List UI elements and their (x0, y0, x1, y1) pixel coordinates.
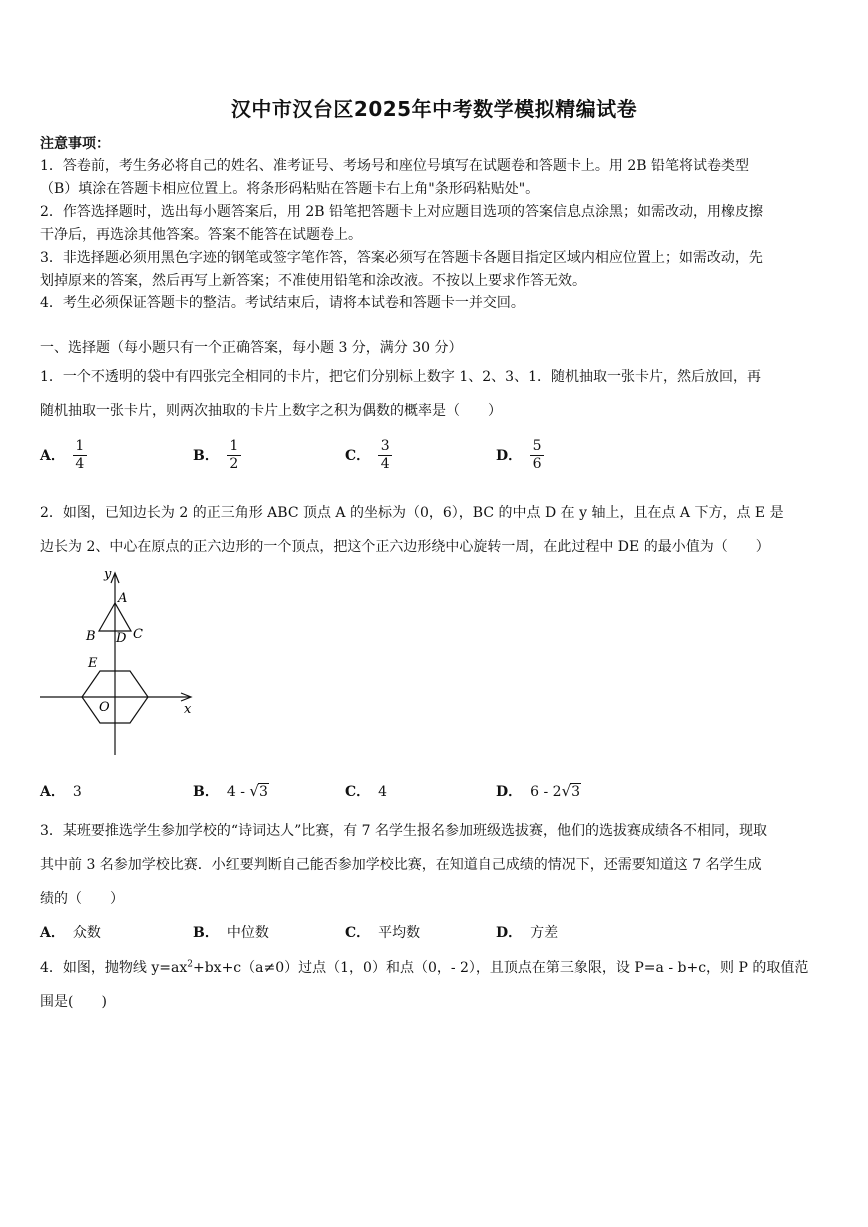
denominator: 4 (380, 456, 390, 472)
q3-option-c[interactable] (345, 922, 420, 942)
radical-sign: √ (249, 782, 259, 800)
option-value: 4 (378, 784, 388, 800)
label-y: y (104, 567, 112, 582)
option-value: 3 (72, 784, 82, 800)
q2-figure (38, 565, 198, 760)
section-heading: 一、选择题（每小题只有一个正确答案，每小题 3 分，满分 30 分） (40, 340, 463, 356)
radical-sign: √ (561, 782, 572, 800)
denominator: 2 (229, 456, 239, 472)
option-label: C． (345, 784, 371, 800)
notice-line: 1．答卷前，考生务必将自己的姓名、准考证号、考场号和座位号填写在试题卷和答题卡上。用 2B 铅笔将试卷类型 (40, 158, 749, 174)
option-label: B． (193, 925, 219, 941)
fraction (227, 438, 241, 473)
q3-option-a[interactable] (40, 922, 101, 942)
q2-option-b[interactable] (193, 781, 269, 801)
question-4-text: 围是( ) (40, 994, 107, 1010)
option-text: 中位数 (226, 925, 269, 941)
question-3-text: 3．某班要推选学生参加学校的“诗词达人”比赛，有 7 名学生报名参加班级选拔赛，他们的选拔赛成绩各不相同，现取 (40, 823, 768, 839)
notice-line: 干净后，再选涂其他答案。答案不能答在试题卷上。 (40, 227, 362, 243)
q1-option-d[interactable] (496, 438, 544, 473)
numerator: 5 (532, 438, 542, 454)
label-d: D (116, 631, 127, 646)
notice-line: 3．非选择题必须用黑色字迹的钢笔或签字笔作答，答案必须写在答题卡各题目指定区域内相应位置上；如需改动，先 (40, 250, 763, 266)
question-2-text: 2．如图，已知边长为 2 的正三角形 ABC 顶点 A 的坐标为（0，6），BC 的中点 D 在 y 轴上，且在点 A 下方，点 E 是 (40, 505, 784, 521)
q4-text-part: +bx+c（a≠0）过点（1，0）和点（0，- 2），且顶点在第三象限，设 P=a - b+c，则 P 的取值范 (192, 960, 809, 976)
q4-text-part: 4．如图，抛物线 y=ax (40, 960, 188, 976)
option-label: D． (496, 784, 523, 800)
option-label: A． (40, 447, 65, 464)
label-c: C (133, 627, 143, 642)
page-title: 汉中市汉台区2025年中考数学模拟精编试卷 (230, 97, 638, 121)
q1-option-b[interactable] (193, 438, 241, 473)
notice-line: （B）填涂在答题卡相应位置上。将条形码粘贴在答题卡右上角"条形码粘贴处"。 (40, 181, 540, 197)
q3-option-b[interactable] (193, 922, 269, 942)
denominator: 6 (532, 456, 542, 472)
radicand: 3 (571, 784, 581, 800)
q2-option-a[interactable] (40, 781, 82, 801)
notice-heading: 注意事项： (40, 136, 110, 152)
option-text: 众数 (72, 925, 101, 941)
option-label: B． (193, 784, 219, 800)
label-b: B (86, 629, 96, 644)
notice-line: 4．考生必须保证答题卡的整洁。考试结束后，请将本试卷和答题卡一并交回。 (40, 295, 525, 311)
option-label: C． (345, 925, 371, 941)
q4-superscript: 2 (187, 959, 193, 970)
notice-line: 2．作答选择题时，选出每小题答案后，用 2B 铅笔把答题卡上对应题目选项的答案信息点涂黑；如需改动，用橡皮擦 (40, 204, 763, 220)
option-value: 6 - 2 (530, 784, 562, 800)
notice-line: 划掉原来的答案，然后再写上新答案；不准使用铅笔和涂改液。不按以上要求作答无效。 (40, 273, 586, 289)
option-label: A． (40, 925, 65, 941)
question-1-text: 随机抽取一张卡片，则两次抽取的卡片上数字之积为偶数的概率是（ ） (40, 403, 502, 419)
q1-option-a[interactable] (40, 438, 87, 473)
radicand: 3 (258, 784, 268, 800)
question-3-text: 其中前 3 名参加学校比赛．小红要判断自己能否参加学校比赛，在知道自己成绩的情况下，还需要知道这 7 名学生成 (40, 857, 762, 873)
fraction (73, 438, 87, 473)
q1-option-c[interactable] (345, 438, 392, 473)
q2-option-d[interactable] (496, 781, 581, 801)
numerator: 1 (75, 438, 85, 454)
numerator: 1 (229, 438, 239, 454)
option-label: C． (345, 447, 371, 464)
question-1-text: 1．一个不透明的袋中有四张完全相同的卡片，把它们分别标上数字 1、2、3、1．随机抽取一张卡片，然后放回，再 (40, 369, 761, 385)
fraction (530, 438, 544, 473)
label-x: x (184, 702, 192, 717)
label-a: A (118, 591, 128, 606)
option-value: 4 - (226, 784, 250, 800)
label-e: E (88, 656, 98, 671)
q3-option-d[interactable] (496, 922, 558, 942)
numerator: 3 (380, 438, 390, 454)
question-4-text (40, 957, 832, 977)
q2-option-c[interactable] (345, 781, 387, 801)
label-o: O (99, 700, 110, 715)
option-label: A． (40, 784, 65, 800)
denominator: 4 (75, 456, 85, 472)
fraction (378, 438, 392, 473)
option-label: B． (193, 447, 219, 464)
option-label: D． (496, 925, 523, 941)
option-text: 平均数 (378, 925, 421, 941)
question-2-text: 边长为 2、中心在原点的正六边形的一个顶点，把这个正六边形绕中心旋转一周，在此过程中 DE 的最小值为（ ） (40, 539, 770, 555)
question-3-text: 绩的（ ） (40, 891, 124, 907)
option-label: D． (496, 447, 523, 464)
option-text: 方差 (530, 925, 559, 941)
